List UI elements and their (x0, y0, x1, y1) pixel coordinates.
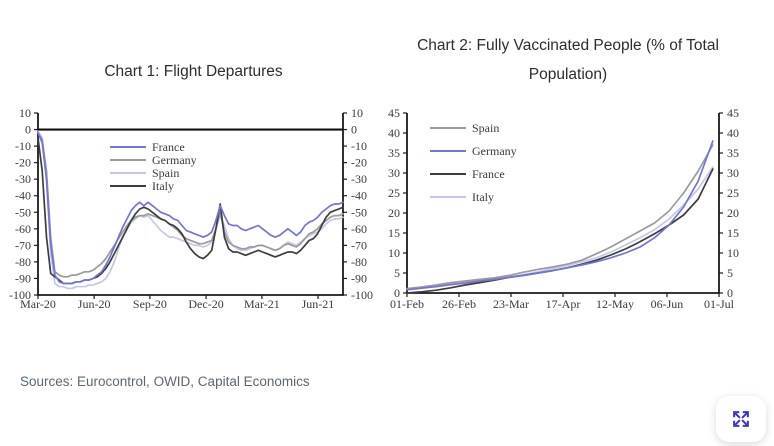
x-axis-tick-label: 12-May (596, 297, 635, 311)
y-axis-tick-label: 45 (388, 106, 400, 120)
y-axis-tick-label: -10 (15, 139, 31, 154)
y-axis-tick-label: 20 (388, 206, 400, 220)
x-axis-tick-label: 01-Jul (704, 297, 734, 311)
y-axis-tick-label: -20 (351, 155, 367, 170)
legend-label-germany: Germany (152, 153, 197, 167)
y-axis-tick-label: 45 (727, 106, 739, 120)
y-axis-tick-label: -70 (351, 238, 367, 253)
y-axis-tick-label: -60 (351, 221, 367, 236)
x-axis-tick-label: Dec-20 (188, 297, 224, 311)
y-axis-tick-label: 10 (388, 246, 400, 260)
expand-button[interactable] (716, 396, 766, 442)
legend-label-france: France (472, 167, 505, 181)
y-axis-tick-label: 35 (388, 146, 400, 160)
sources-text: Sources: Eurocontrol, OWID, Capital Economics (20, 374, 310, 389)
y-axis-tick-label: -80 (351, 254, 367, 269)
y-axis-tick-label: 10 (19, 106, 31, 120)
chart2-vaccination-canvas (387, 100, 774, 318)
y-axis-tick-label: -40 (351, 188, 367, 203)
y-axis-tick-label: -80 (15, 254, 31, 269)
chart2-title: Chart 2: Fully Vaccinated People (% of Total Population) (417, 37, 719, 83)
y-axis-tick-label: -10 (351, 139, 367, 154)
y-axis-tick-label: 25 (727, 186, 739, 200)
legend-label-italy: Italy (472, 190, 494, 204)
x-axis-tick-label: Sep-20 (132, 297, 167, 311)
y-axis-tick-label: -30 (351, 172, 367, 187)
y-axis-tick-label: -70 (15, 238, 31, 253)
y-axis-tick-label: 30 (727, 166, 739, 180)
y-axis-tick-label: 0 (394, 286, 400, 300)
y-axis-tick-label: -100 (9, 288, 31, 302)
expand-arrows-icon (730, 408, 752, 430)
y-axis-tick-label: -50 (15, 205, 31, 220)
y-axis-tick-label: -60 (15, 221, 31, 236)
x-axis-tick-label: 17-Apr (545, 297, 581, 311)
y-axis-tick-label: -90 (15, 271, 31, 286)
y-axis-tick-label: 0 (351, 122, 357, 137)
y-axis-tick-label: 25 (388, 186, 400, 200)
y-axis-tick-label: -100 (351, 288, 373, 302)
y-axis-tick-label: 40 (727, 126, 739, 140)
x-axis-tick-label: 01-Feb (390, 297, 424, 311)
y-axis-tick-label: 15 (727, 226, 739, 240)
x-axis-tick-label: Mar-20 (20, 297, 56, 311)
y-axis-tick-label: 30 (388, 166, 400, 180)
legend-label-spain: Spain (472, 121, 500, 135)
y-axis-tick-label: 15 (388, 226, 400, 240)
y-axis-tick-label: 0 (25, 122, 31, 137)
y-axis-tick-label: 0 (727, 286, 733, 300)
x-axis-tick-label: Jun-21 (301, 297, 335, 311)
x-axis-tick-label: 06-Jun (650, 297, 684, 311)
legend-label-france: France (152, 140, 185, 154)
y-axis-tick-label: 5 (394, 266, 400, 280)
legend-label-italy: Italy (152, 179, 174, 193)
y-axis-tick-label: -90 (351, 271, 367, 286)
series-line-france (407, 169, 713, 293)
x-axis-tick-label: 26-Feb (442, 297, 477, 311)
y-axis-tick-label: 10 (351, 106, 363, 120)
y-axis-tick-label: -40 (15, 188, 31, 203)
chart1-flight-departures-canvas (0, 100, 387, 318)
chart1-title: Chart 1: Flight Departures (104, 63, 283, 80)
y-axis-tick-label: 35 (727, 146, 739, 160)
y-axis-tick-label: -50 (351, 205, 367, 220)
y-axis-tick-label: -20 (15, 155, 31, 170)
y-axis-tick-label: 10 (727, 246, 739, 260)
y-axis-tick-label: 5 (727, 266, 733, 280)
y-axis-tick-label: 40 (388, 126, 400, 140)
legend-label-spain: Spain (152, 166, 180, 180)
y-axis-tick-label: -30 (15, 172, 31, 187)
x-axis-tick-label: Jun-20 (77, 297, 111, 311)
legend-label-germany: Germany (472, 144, 517, 158)
y-axis-tick-label: 20 (727, 206, 739, 220)
x-axis-tick-label: 23-Mar (492, 297, 529, 311)
x-axis-tick-label: Mar-21 (243, 297, 280, 311)
